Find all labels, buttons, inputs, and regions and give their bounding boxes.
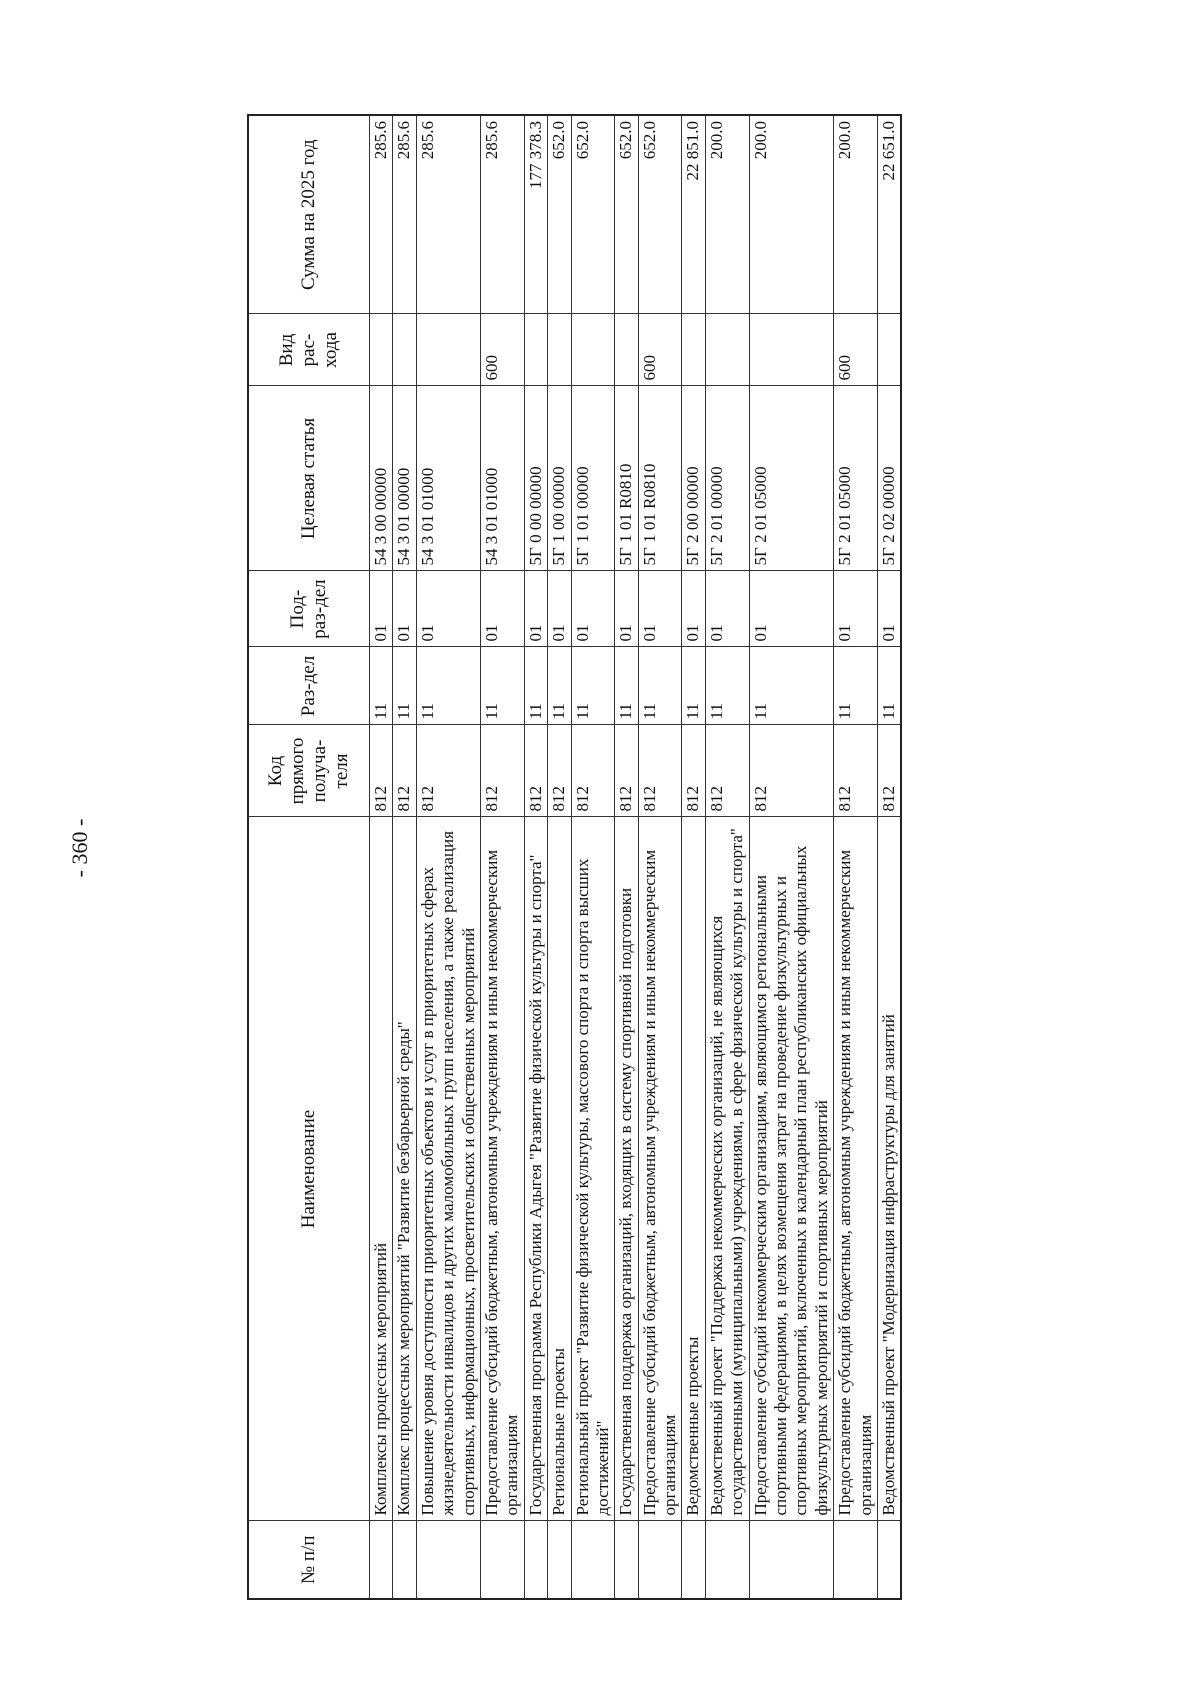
cell-expense-type xyxy=(749,314,834,386)
cell-expense-type xyxy=(615,314,638,386)
cell-recipient-code: 812 xyxy=(705,725,749,817)
cell-recipient-code: 812 xyxy=(393,725,416,817)
cell-sum: 200.0 xyxy=(705,115,749,314)
cell-subsection: 01 xyxy=(834,571,878,647)
cell-recipient-code: 812 xyxy=(524,725,547,817)
table-row xyxy=(548,115,571,1599)
cell-sum: 22 851.0 xyxy=(682,115,705,314)
cell-num xyxy=(877,1521,901,1599)
cell-section: 11 xyxy=(524,647,547,725)
cell-sum: 22 651.0 xyxy=(877,115,901,314)
cell-num xyxy=(480,1521,524,1599)
cell-section: 11 xyxy=(548,647,571,725)
cell-recipient-code: 812 xyxy=(480,725,524,817)
table-header-row xyxy=(248,115,370,1599)
cell-section: 11 xyxy=(877,647,901,725)
cell-target-item: 5Г 1 01 00000 xyxy=(571,386,615,571)
table-row xyxy=(524,115,547,1599)
cell-subsection: 01 xyxy=(548,571,571,647)
cell-sum: 177 378.3 xyxy=(524,115,547,314)
cell-num xyxy=(705,1521,749,1599)
cell-num xyxy=(524,1521,547,1599)
table-row xyxy=(682,115,705,1599)
cell-sum: 652.0 xyxy=(571,115,615,314)
cell-name: Предоставление субсидий бюджетным, автономным учреждениям и иным некоммерческим организациям xyxy=(638,817,682,1521)
cell-recipient-code: 812 xyxy=(615,725,638,817)
cell-num xyxy=(615,1521,638,1599)
cell-name: Региональный проект "Развитие физической культуры, массового спорта и спорта высших достижений" xyxy=(571,817,615,1521)
cell-name: Повышение уровня доступности приоритетных объектов и услуг в приоритетных сферах жизнедеятельности инвалидов и других маломобильных групп населения, а также реализация спортивных, информационных, просветительских и общественных мероприятий xyxy=(416,817,480,1521)
cell-subsection: 01 xyxy=(393,571,416,647)
cell-name: Предоставление субсидий бюджетным, автономным учреждениям и иным некоммерческим организациям xyxy=(480,817,524,1521)
cell-sum: 200.0 xyxy=(834,115,878,314)
page-number: - 360 - xyxy=(67,818,92,878)
cell-sum: 652.0 xyxy=(638,115,682,314)
cell-expense-type: 600 xyxy=(834,314,878,386)
cell-sum: 285.6 xyxy=(480,115,524,314)
cell-subsection: 01 xyxy=(877,571,901,647)
cell-subsection: 01 xyxy=(416,571,480,647)
cell-expense-type xyxy=(416,314,480,386)
cell-expense-type xyxy=(682,314,705,386)
cell-name: Ведомственные проекты xyxy=(682,817,705,1521)
cell-num xyxy=(638,1521,682,1599)
cell-section: 11 xyxy=(615,647,638,725)
cell-subsection: 01 xyxy=(524,571,547,647)
header-name: Наименование xyxy=(248,817,370,1521)
cell-section: 11 xyxy=(682,647,705,725)
cell-target-item: 5Г 2 01 05000 xyxy=(834,386,878,571)
cell-target-item: 5Г 2 01 00000 xyxy=(705,386,749,571)
cell-recipient-code: 812 xyxy=(834,725,878,817)
cell-recipient-code: 812 xyxy=(638,725,682,817)
cell-num xyxy=(416,1521,480,1599)
cell-sum: 285.6 xyxy=(370,115,393,314)
cell-section: 11 xyxy=(416,647,480,725)
cell-expense-type xyxy=(370,314,393,386)
cell-target-item: 54 3 01 01000 xyxy=(416,386,480,571)
cell-name: Региональные проекты xyxy=(548,817,571,1521)
cell-target-item: 5Г 1 01 R0810 xyxy=(615,386,638,571)
cell-recipient-code: 812 xyxy=(370,725,393,817)
header-target-item: Целевая статья xyxy=(248,386,370,571)
cell-target-item: 5Г 0 00 00000 xyxy=(524,386,547,571)
cell-sum: 652.0 xyxy=(615,115,638,314)
cell-sum: 200.0 xyxy=(749,115,834,314)
cell-sum: 285.6 xyxy=(393,115,416,314)
header-sum: Сумма на 2025 год xyxy=(248,115,370,314)
table-row xyxy=(615,115,638,1599)
cell-sum: 652.0 xyxy=(548,115,571,314)
cell-expense-type xyxy=(393,314,416,386)
cell-subsection: 01 xyxy=(705,571,749,647)
table-row xyxy=(370,115,393,1599)
cell-expense-type xyxy=(877,314,901,386)
cell-subsection: 01 xyxy=(638,571,682,647)
cell-subsection: 01 xyxy=(682,571,705,647)
cell-section: 11 xyxy=(393,647,416,725)
table-row xyxy=(834,115,878,1599)
cell-target-item: 5Г 1 01 R0810 xyxy=(638,386,682,571)
cell-subsection: 01 xyxy=(615,571,638,647)
cell-target-item: 54 3 01 01000 xyxy=(480,386,524,571)
cell-num xyxy=(682,1521,705,1599)
cell-recipient-code: 812 xyxy=(548,725,571,817)
table-row xyxy=(480,115,524,1599)
cell-target-item: 5Г 2 01 05000 xyxy=(749,386,834,571)
cell-num xyxy=(370,1521,393,1599)
cell-expense-type: 600 xyxy=(480,314,524,386)
cell-target-item: 5Г 2 00 00000 xyxy=(682,386,705,571)
cell-recipient-code: 812 xyxy=(749,725,834,817)
cell-section: 11 xyxy=(834,647,878,725)
header-recipient-code: Код прямого получа-теля xyxy=(248,725,370,817)
cell-expense-type xyxy=(548,314,571,386)
cell-section: 11 xyxy=(638,647,682,725)
cell-subsection: 01 xyxy=(480,571,524,647)
cell-target-item: 5Г 2 02 00000 xyxy=(877,386,901,571)
cell-section: 11 xyxy=(705,647,749,725)
table-row xyxy=(749,115,834,1599)
table-row xyxy=(393,115,416,1599)
table-row xyxy=(416,115,480,1599)
cell-sum: 285.6 xyxy=(416,115,480,314)
cell-recipient-code: 812 xyxy=(571,725,615,817)
cell-recipient-code: 812 xyxy=(416,725,480,817)
cell-target-item: 5Г 1 00 00000 xyxy=(548,386,571,571)
cell-section: 11 xyxy=(370,647,393,725)
cell-section: 11 xyxy=(480,647,524,725)
cell-name: Государственная программа Республики Адыгея "Развитие физической культуры и спорта" xyxy=(524,817,547,1521)
table-row xyxy=(705,115,749,1599)
cell-target-item: 54 3 00 00000 xyxy=(370,386,393,571)
table-row xyxy=(571,115,615,1599)
budget-table-container xyxy=(247,116,1097,1600)
cell-name: Предоставление субсидий бюджетным, автономным учреждениям и иным некоммерческим организациям xyxy=(834,817,878,1521)
table-row xyxy=(638,115,682,1599)
table-row xyxy=(877,115,901,1599)
table-body xyxy=(370,115,902,1599)
cell-expense-type xyxy=(571,314,615,386)
header-section: Раз-дел xyxy=(248,647,370,725)
cell-recipient-code: 812 xyxy=(877,725,901,817)
cell-section: 11 xyxy=(749,647,834,725)
cell-num xyxy=(749,1521,834,1599)
cell-subsection: 01 xyxy=(370,571,393,647)
cell-num xyxy=(393,1521,416,1599)
cell-name: Ведомственный проект "Модернизация инфраструктуры для занятий xyxy=(877,817,901,1521)
header-expense-type: Вид рас-хода xyxy=(248,314,370,386)
cell-name: Государственная поддержка организаций, входящих в систему спортивной подготовки xyxy=(615,817,638,1521)
cell-recipient-code: 812 xyxy=(682,725,705,817)
header-subsection: Под-раз-дел xyxy=(248,571,370,647)
cell-name: Ведомственный проект "Поддержка некоммерческих организаций, не являющихся государственными (муниципальными) учреждениями, в сфере физической культуры и спорта" xyxy=(705,817,749,1521)
cell-expense-type: 600 xyxy=(638,314,682,386)
cell-num xyxy=(548,1521,571,1599)
header-num: № п/п xyxy=(248,1521,370,1599)
cell-num xyxy=(834,1521,878,1599)
cell-num xyxy=(571,1521,615,1599)
cell-name: Комплекс процессных мероприятий "Развитие безбарьерной среды" xyxy=(393,817,416,1521)
cell-name: Комплексы процессных мероприятий xyxy=(370,817,393,1521)
cell-expense-type xyxy=(524,314,547,386)
cell-expense-type xyxy=(705,314,749,386)
cell-section: 11 xyxy=(571,647,615,725)
cell-subsection: 01 xyxy=(571,571,615,647)
budget-table xyxy=(247,114,902,1600)
cell-name: Предоставление субсидий некоммерческим организациям, являющимся региональными спортивными федерациями, в целях возмещения затрат на проведение физкультурных и спортивных мероприятий, включенных в календарный план республиканских официальных физкультурных мероприятий и спортивных мероприятий xyxy=(749,817,834,1521)
cell-subsection: 01 xyxy=(749,571,834,647)
cell-target-item: 54 3 01 00000 xyxy=(393,386,416,571)
